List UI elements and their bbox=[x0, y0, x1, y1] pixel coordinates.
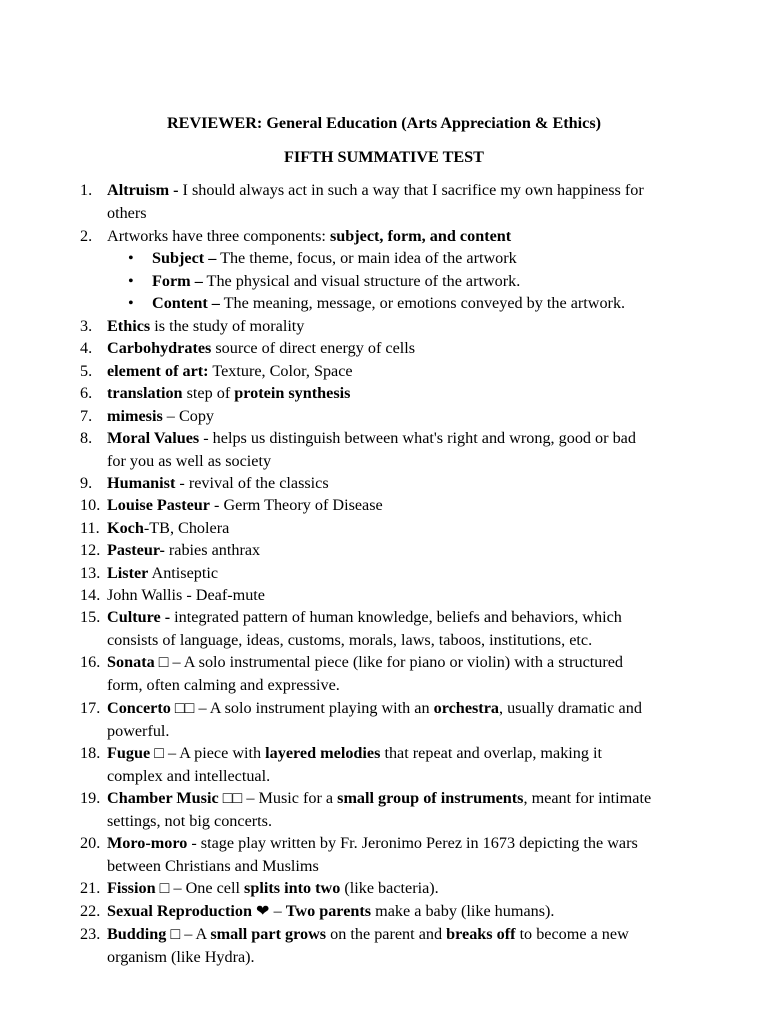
item-body bbox=[107, 584, 710, 607]
item-number: 17. bbox=[80, 699, 101, 717]
item-text: □ – A bbox=[166, 925, 211, 943]
item-body bbox=[107, 562, 710, 585]
item-line-continued: for you as well as society bbox=[107, 451, 272, 470]
bold-term: Moro-moro bbox=[107, 834, 188, 852]
item-line bbox=[107, 832, 710, 855]
item-number: 5. bbox=[80, 362, 93, 380]
item-line bbox=[107, 494, 710, 517]
item-number: 20. bbox=[80, 834, 101, 852]
item-text: – Copy bbox=[162, 407, 215, 425]
item-line bbox=[107, 179, 710, 202]
item-body bbox=[107, 832, 710, 877]
bold-term: protein synthesis bbox=[234, 384, 351, 402]
item-line bbox=[107, 697, 710, 720]
item-number: 13. bbox=[80, 564, 101, 582]
item-text: (like bacteria). bbox=[340, 879, 439, 897]
item-line-continued: organism (like Hydra). bbox=[107, 947, 255, 966]
item-number: 4. bbox=[80, 339, 93, 357]
bold-term: Subject – bbox=[152, 249, 217, 267]
bold-term: Ethics bbox=[107, 317, 151, 335]
item-text: to become a new bbox=[515, 925, 629, 943]
item-number: 7. bbox=[80, 407, 93, 425]
item-body bbox=[107, 427, 710, 472]
bold-term: Pasteur- bbox=[107, 541, 165, 559]
item-line bbox=[107, 742, 710, 765]
item-body bbox=[107, 742, 710, 787]
item-text: □ – A piece with bbox=[150, 744, 266, 762]
item-line bbox=[107, 900, 710, 923]
bold-term: Koch bbox=[107, 519, 144, 537]
bold-term: small group of instruments bbox=[337, 789, 524, 807]
item-number: 23. bbox=[80, 925, 101, 943]
item-number: 3. bbox=[80, 317, 93, 335]
item-line bbox=[107, 472, 710, 495]
item-body bbox=[107, 315, 710, 338]
bold-term: Culture - bbox=[107, 608, 171, 626]
bold-term: Chamber Music bbox=[107, 789, 219, 807]
item-body bbox=[107, 405, 710, 428]
bullet-dot-icon: • bbox=[128, 294, 134, 312]
item-body bbox=[107, 382, 710, 405]
bold-term: Lister bbox=[107, 564, 149, 582]
item-text: The physical and visual structure of the artwork. bbox=[202, 272, 521, 290]
item-number: 2. bbox=[80, 227, 93, 245]
item-line bbox=[107, 337, 710, 360]
item-body bbox=[107, 539, 710, 562]
item-text: □ – A solo instrumental piece (like for piano or violin) with a structured bbox=[154, 653, 624, 671]
bold-term: Louise Pasteur bbox=[107, 496, 210, 514]
item-number: 6. bbox=[80, 384, 93, 402]
bold-term: Altruism - bbox=[107, 181, 179, 199]
bullet-text bbox=[152, 247, 517, 270]
bold-term: element of art: bbox=[107, 362, 209, 380]
item-line bbox=[107, 787, 710, 810]
item-number: 12. bbox=[80, 541, 101, 559]
item-body bbox=[107, 923, 710, 968]
item-line-continued: complex and intellectual. bbox=[107, 766, 271, 785]
bold-term: subject, form, and content bbox=[329, 227, 512, 245]
item-text: - stage play written by Fr. Jeronimo Perez in 1673 depicting the wars bbox=[187, 834, 638, 852]
bold-term: Content – bbox=[152, 294, 220, 312]
item-text: - helps us distinguish between what's right and wrong, good or bad bbox=[199, 429, 636, 447]
item-number: 18. bbox=[80, 744, 101, 762]
item-body bbox=[107, 360, 710, 383]
item-number: 1. bbox=[80, 181, 93, 199]
bold-term: Moral Values bbox=[107, 429, 200, 447]
bold-term: Sonata bbox=[107, 653, 155, 671]
bullet-dot-icon: • bbox=[128, 249, 134, 267]
item-number: 8. bbox=[80, 429, 93, 447]
bullet-dot-icon: • bbox=[128, 272, 134, 290]
item-text: The meaning, message, or emotions conveyed by the artwork. bbox=[219, 294, 626, 312]
item-body bbox=[107, 179, 710, 224]
item-text: -TB, Cholera bbox=[143, 519, 230, 537]
bold-term: splits into two bbox=[244, 879, 341, 897]
item-number: 16. bbox=[80, 653, 101, 671]
bold-term: layered melodies bbox=[265, 744, 381, 762]
item-text: John Wallis - Deaf-mute bbox=[107, 586, 265, 604]
item-text: , meant for intimate bbox=[523, 789, 652, 807]
item-line bbox=[107, 315, 710, 338]
item-line bbox=[107, 360, 710, 383]
bold-term: Concerto bbox=[107, 699, 171, 717]
bold-term: Two parents bbox=[285, 902, 372, 920]
item-line-continued: between Christians and Muslims bbox=[107, 856, 319, 875]
item-text: Antiseptic bbox=[148, 564, 219, 582]
item-number: 21. bbox=[80, 879, 101, 897]
item-text: Artworks have three components: bbox=[107, 227, 330, 245]
bold-term: translation bbox=[107, 384, 183, 402]
item-line bbox=[107, 651, 710, 674]
item-text: □□ – A solo instrument playing with an bbox=[170, 699, 434, 717]
item-text: on the parent and bbox=[326, 925, 447, 943]
item-number: 14. bbox=[80, 586, 101, 604]
document-title: REVIEWER: General Education (Arts Appreciation & Ethics) bbox=[166, 114, 602, 132]
item-text: source of direct energy of cells bbox=[211, 339, 416, 357]
item-body bbox=[107, 472, 710, 495]
bold-term: orchestra bbox=[433, 699, 499, 717]
item-line bbox=[107, 225, 710, 248]
item-number: 11. bbox=[80, 519, 100, 537]
bold-term: Sexual Reproduction bbox=[107, 902, 252, 920]
item-text: ❤ – bbox=[251, 902, 286, 920]
item-body bbox=[107, 337, 710, 360]
bold-term: Form – bbox=[152, 272, 203, 290]
item-text: that repeat and overlap, making it bbox=[380, 744, 603, 762]
item-text: rabies anthrax bbox=[164, 541, 261, 559]
item-text: - revival of the classics bbox=[175, 474, 329, 492]
item-line-continued: settings, not big concerts. bbox=[107, 811, 272, 830]
item-number: 10. bbox=[80, 496, 101, 514]
item-text: , usually dramatic and bbox=[498, 699, 642, 717]
item-line bbox=[107, 427, 710, 450]
document-subtitle: FIFTH SUMMATIVE TEST bbox=[284, 148, 484, 166]
item-text: make a baby (like humans). bbox=[371, 902, 555, 920]
item-line-continued: consists of language, ideas, customs, morals, laws, taboos, institutions, etc. bbox=[107, 630, 593, 649]
item-line bbox=[107, 382, 710, 405]
item-text: The theme, focus, or main idea of the artwork bbox=[216, 249, 517, 267]
bold-term: Budding bbox=[107, 925, 167, 943]
item-text: □ – One cell bbox=[155, 879, 245, 897]
item-text: is the study of morality bbox=[150, 317, 305, 335]
item-text: - Germ Theory of Disease bbox=[209, 496, 383, 514]
bullet-text bbox=[152, 292, 625, 315]
item-line bbox=[107, 584, 710, 607]
item-number: 22. bbox=[80, 902, 101, 920]
item-body bbox=[107, 517, 710, 540]
bold-term: small part grows bbox=[210, 925, 327, 943]
item-line-continued: powerful. bbox=[107, 721, 170, 740]
bold-term: Fission bbox=[107, 879, 156, 897]
item-body bbox=[107, 900, 710, 923]
item-body bbox=[107, 787, 710, 832]
bullet-text bbox=[152, 270, 520, 293]
item-number: 19. bbox=[80, 789, 101, 807]
item-body bbox=[107, 697, 710, 742]
item-text: I should always act in such a way that I sacrifice my own happiness for bbox=[178, 181, 644, 199]
item-text: step of bbox=[182, 384, 235, 402]
item-line bbox=[107, 923, 710, 946]
item-number: 15. bbox=[80, 608, 101, 626]
item-line bbox=[107, 517, 710, 540]
item-line-continued: form, often calming and expressive. bbox=[107, 675, 340, 694]
item-number: 9. bbox=[80, 474, 93, 492]
item-text: □□ – Music for a bbox=[218, 789, 338, 807]
item-text: Texture, Color, Space bbox=[208, 362, 353, 380]
item-body bbox=[107, 606, 710, 651]
item-body bbox=[107, 494, 710, 517]
bold-term: breaks off bbox=[446, 925, 516, 943]
item-line-continued: others bbox=[107, 203, 147, 222]
item-body bbox=[107, 225, 710, 248]
bold-term: Carbohydrates bbox=[107, 339, 212, 357]
item-line bbox=[107, 405, 710, 428]
item-line bbox=[107, 877, 710, 900]
item-body bbox=[107, 651, 710, 696]
item-line bbox=[107, 606, 710, 629]
item-body bbox=[107, 877, 710, 900]
bold-term: Humanist bbox=[107, 474, 176, 492]
item-line bbox=[107, 539, 710, 562]
bold-term: mimesis bbox=[107, 407, 163, 425]
bold-term: Fugue bbox=[107, 744, 151, 762]
item-text: integrated pattern of human knowledge, beliefs and behaviors, which bbox=[170, 608, 622, 626]
item-line bbox=[107, 562, 710, 585]
